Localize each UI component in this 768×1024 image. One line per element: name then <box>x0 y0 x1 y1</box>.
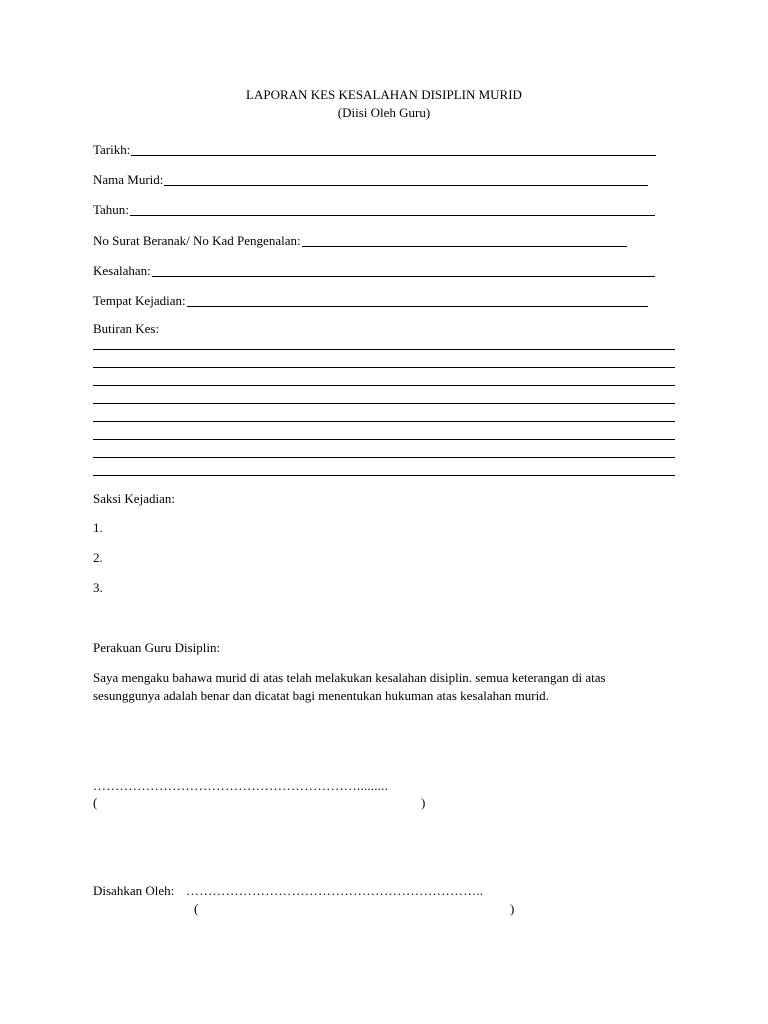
field-tahun-line[interactable] <box>130 203 655 216</box>
field-kesalahan-label: Kesalahan: <box>93 263 151 278</box>
field-tahun[interactable] <box>93 200 655 216</box>
disahkan-close-paren: ) <box>510 901 515 916</box>
signature-close-paren: ) <box>421 795 426 810</box>
butiran-kes-line[interactable] <box>93 367 675 368</box>
field-nama-murid[interactable] <box>93 170 648 186</box>
field-tarikh-line[interactable] <box>131 143 656 156</box>
butiran-kes-label: Butiran Kes: <box>93 321 160 336</box>
butiran-kes-line[interactable] <box>93 385 675 386</box>
butiran-kes-line[interactable] <box>93 457 675 458</box>
field-tahun-label: Tahun: <box>93 202 129 217</box>
field-tarikh-label: Tarikh: <box>93 142 131 157</box>
perakuan-text: Saya mengaku bahawa murid di atas telah melakukan kesalahan disiplin. semua keterangan di atas sesunggunya adalah benar dan dicatat bagi menentukan hukuman atas kesalahan murid. <box>93 670 606 703</box>
saksi-item-3: 3. <box>93 580 103 595</box>
saksi-kejadian-label: Saksi Kejadian: <box>93 491 175 506</box>
saksi-item-1: 1. <box>93 520 103 535</box>
field-tempat-kejadian-label: Tempat Kejadian: <box>93 293 186 308</box>
field-no-kad-pengenalan-label: No Surat Beranak/ No Kad Pengenalan: <box>93 233 301 248</box>
field-kesalahan[interactable] <box>93 261 655 277</box>
disahkan-open-paren: ( <box>194 901 199 916</box>
signature-open-paren: ( <box>93 795 98 810</box>
document-subtitle: (Diisi Oleh Guru) <box>337 105 431 120</box>
field-tempat-kejadian-line[interactable] <box>187 294 648 307</box>
butiran-kes-line[interactable] <box>93 475 675 476</box>
field-kesalahan-line[interactable] <box>152 264 655 277</box>
disahkan-dots: ………………………………………………………….. <box>186 883 484 898</box>
field-tempat-kejadian[interactable] <box>93 291 648 307</box>
field-nama-murid-line[interactable] <box>164 173 648 186</box>
butiran-kes-line[interactable] <box>93 439 675 440</box>
saksi-item-2: 2. <box>93 550 103 565</box>
butiran-kes-line[interactable] <box>93 421 675 422</box>
perakuan-label: Perakuan Guru Disiplin: <box>93 640 221 655</box>
signature-dots: ……………………………………………………......... <box>93 778 389 793</box>
disahkan-label: Disahkan Oleh: <box>93 883 175 898</box>
field-no-kad-pengenalan[interactable] <box>93 231 627 247</box>
field-no-kad-pengenalan-line[interactable] <box>302 234 627 247</box>
document-title: LAPORAN KES KESALAHAN DISIPLIN MURID <box>246 87 522 102</box>
butiran-kes-line[interactable] <box>93 403 675 404</box>
butiran-kes-line[interactable] <box>93 349 675 350</box>
field-tarikh[interactable] <box>93 140 656 156</box>
field-nama-murid-label: Nama Murid: <box>93 172 164 187</box>
